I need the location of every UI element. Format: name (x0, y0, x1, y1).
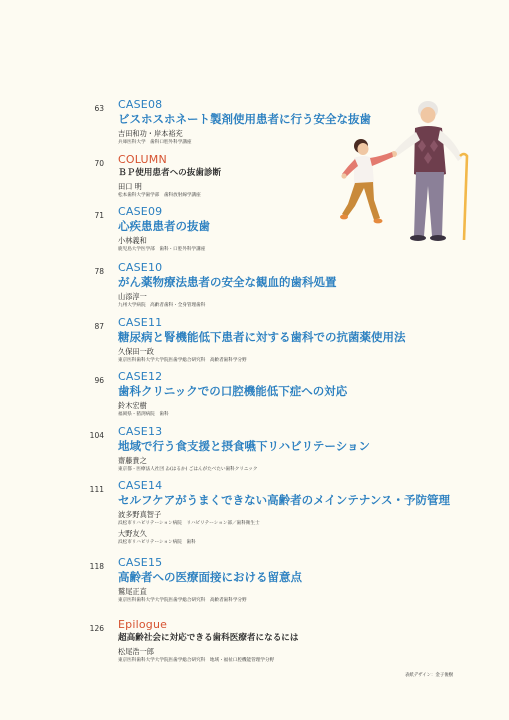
author-affiliation: 東京医科歯科大学大学院医歯学総合研究科 高齢者歯科学分野 (118, 598, 247, 603)
author-affiliation: 鹿児島大学医学部 歯科・口腔外科学講座 (118, 247, 206, 252)
case-label: CASE14 (118, 479, 163, 492)
case-label: CASE08 (118, 98, 163, 111)
author-name: 波多野真智子 (118, 510, 162, 519)
page-number: 71 (94, 211, 104, 220)
author-affiliation: 福岡県・猪渕病院 歯科 (118, 412, 169, 417)
page-number: 63 (94, 104, 104, 113)
entry-title: 歯科クリニックでの口腔機能低下症への対応 (118, 384, 348, 398)
case-label: Epilogue (118, 618, 168, 631)
child-figure (340, 139, 393, 223)
page-number: 96 (94, 376, 104, 385)
page-number: 87 (94, 322, 104, 331)
entry-title: がん薬物療法患者の安全な観血的歯科処置 (118, 275, 337, 289)
author-name: 吉田和功・岸本裕充 (118, 129, 183, 138)
author-name: 小林義和 (118, 236, 147, 245)
author-affiliation: 東京医科歯科大学大学院医歯学総合研究科 地域・福祉口腔機能管理学分野 (118, 658, 275, 663)
author-affiliation: 浜松市リハビリテーション病院 歯科 (118, 540, 196, 545)
author-affiliation: 松本歯科大学歯学部 歯科放射線学講座 (118, 193, 201, 198)
entry-title: 高齢者への医療面接における留意点 (118, 570, 302, 584)
author-name: 田口 明 (118, 182, 142, 191)
author-affiliation: 東京医科歯科大学大学院医歯学総合研究科 高齢者歯科学分野 (118, 358, 247, 363)
case-label: CASE11 (118, 316, 163, 329)
page-number: 111 (89, 485, 104, 494)
entry-title: 地域で行う食支援と摂食嚥下リハビリテーション (118, 439, 370, 453)
author-name: 松尾浩一郎 (118, 647, 154, 656)
author-name: 鷲尾正直 (118, 587, 147, 596)
case-label: CASE13 (118, 425, 163, 438)
case-label: CASE10 (118, 261, 163, 274)
author-affiliation: 東京都・医療法人社団 ゐ(はるか) ごはんがたべたい歯科クリニック (118, 467, 258, 472)
author-name: 齋藤貴之 (118, 456, 147, 465)
grandfather-figure (391, 101, 467, 241)
author-name: 山添淳一 (118, 292, 147, 301)
case-label: CASE12 (118, 370, 163, 383)
entry-title: セルフケアがうまくできない高齢者のメインテナンス・予防管理 (118, 493, 451, 507)
author-affiliation: 兵庫医科大学 歯科口腔外科学講座 (118, 140, 192, 145)
author-affiliation: 浜松市リハビリテーション病院 リハビリテーション部／歯科衛生士 (118, 521, 260, 526)
page-number: 126 (89, 624, 104, 633)
entry-title: ビスホスホネート製剤使用患者に行う安全な抜歯 (118, 112, 371, 126)
page-number: 118 (89, 562, 104, 571)
page-number: 78 (94, 267, 104, 276)
page-number: 104 (89, 431, 104, 440)
entry-title: 超高齢社会に対応できる歯科医療者になるには (118, 633, 299, 643)
entry-title: 心疾患患者の抜歯 (118, 219, 210, 233)
author-affiliation: 九州大学病院 高齢者歯科・全身管理歯科 (118, 303, 206, 308)
cover-design-credit: 表紙デザイン：金子俊樹 (405, 673, 453, 678)
author-name: 大野友久 (118, 529, 147, 538)
entry-title: 糖尿病と腎機能低下患者に対する歯科での抗菌薬使用法 (118, 330, 406, 344)
case-label: CASE09 (118, 205, 163, 218)
elderly-and-child-illustration (336, 96, 476, 246)
case-label: CASE15 (118, 556, 163, 569)
case-label: COLUMN (118, 153, 167, 166)
page-number: 70 (94, 159, 104, 168)
author-name: 鈴木宏樹 (118, 401, 147, 410)
entry-title: ＢＰ使用患者への抜歯診断 (118, 168, 222, 178)
author-name: 久保田一政 (118, 347, 154, 356)
